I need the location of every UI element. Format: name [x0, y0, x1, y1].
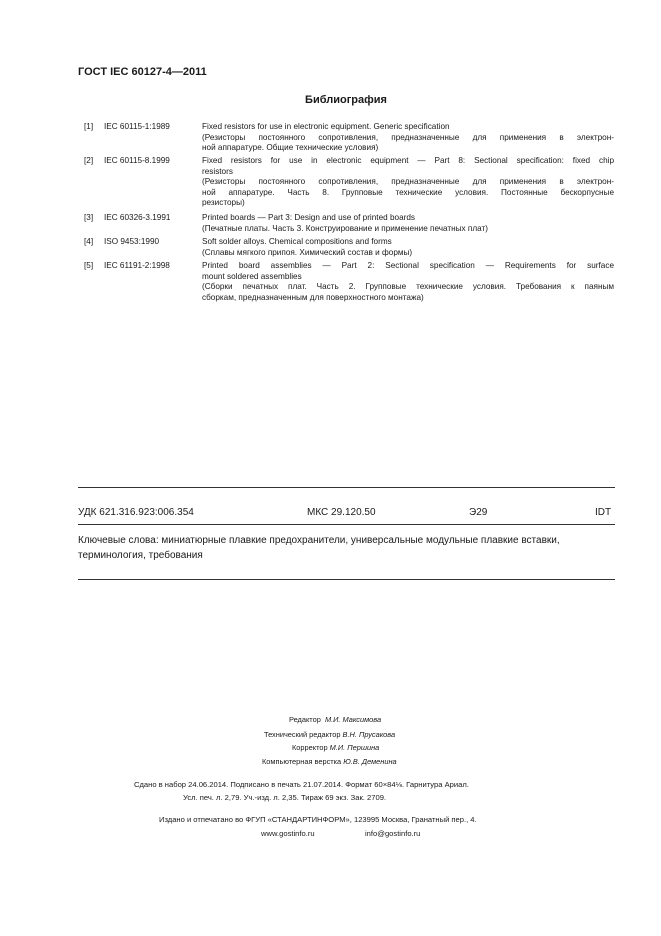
bibliography-item	[84, 261, 614, 305]
keywords-line: терминология, требования	[78, 550, 203, 561]
bibliography-item	[84, 213, 614, 235]
credit-name: М.И. Першина	[329, 743, 380, 752]
item-line: resistors	[202, 166, 233, 176]
item-line: (Печатные платы. Часть 3. Конструирование и применение печатных плат)	[202, 223, 488, 233]
item-text	[202, 122, 614, 154]
imprint-line-2: Усл. печ. л. 2,79. Уч.-изд. л. 2,35. Тираж 69 экз. Зак. 2709.	[183, 793, 387, 802]
credit-proofreader	[292, 743, 379, 752]
imprint-website: www.gostinfo.ru	[261, 829, 315, 838]
credit-role: Компьютерная верстка	[262, 757, 342, 766]
credit-role: Редактор	[289, 715, 321, 724]
idt-label: IDT	[595, 507, 612, 518]
item-line: сборкам, предназначенным для поверхностного монтажа)	[202, 292, 424, 302]
item-number: [4]	[84, 237, 94, 246]
credit-name: В.Н. Прусакова	[342, 730, 396, 739]
keywords	[78, 533, 615, 563]
credit-role: Технический редактор	[264, 730, 341, 739]
item-number: [2]	[84, 156, 94, 165]
item-line: резисторы)	[202, 198, 245, 208]
item-text	[202, 156, 614, 209]
item-text	[202, 213, 614, 234]
item-line: ной аппаратуре. Часть 8. Групповые технические условия. Постоянные бескорпусные	[202, 187, 614, 197]
classifier-code: Э29	[469, 507, 488, 518]
imprint-email: info@gostinfo.ru	[365, 829, 421, 838]
item-line: Fixed resistors for use in electronic equipment. Generic specification	[202, 122, 450, 131]
credit-tech-editor	[264, 730, 395, 739]
divider-middle	[78, 524, 615, 525]
divider-top	[78, 487, 615, 488]
item-text	[202, 237, 614, 258]
item-number: [3]	[84, 213, 94, 222]
bibliography-item	[84, 237, 614, 259]
credit-role: Корректор	[292, 743, 328, 752]
bibliography-item	[84, 156, 614, 210]
credit-editor	[289, 715, 381, 724]
item-line: Printed board assemblies — Part 2: Sectional specification — Requirements for surface	[202, 261, 614, 270]
item-line: mount soldered assemblies	[202, 271, 302, 281]
item-line: ной аппаратуре. Общие технические условия)	[202, 143, 379, 153]
item-standard: IEC 61191-2:1998	[104, 261, 170, 270]
item-standard: IEC 60326-3.1991	[104, 213, 171, 222]
item-number: [1]	[84, 122, 94, 131]
keywords-line: Ключевые слова: миниатюрные плавкие предохранители, универсальные модульные плавкие вставки,	[78, 535, 560, 546]
item-line: Soft solder alloys. Chemical compositions and forms	[202, 237, 392, 246]
bibliography-item	[84, 122, 614, 154]
item-line: Fixed resistors for use in electronic equipment — Part 8: Sectional specification: fixed chip	[202, 156, 614, 165]
item-standard: IEC 60115-1:1989	[104, 122, 170, 131]
item-line: (Резисторы постоянного сопротивления, предназначенные для применения в электрон-	[202, 132, 614, 142]
imprint-line-1: Сдано в набор 24.06.2014. Подписано в печать 21.07.2014. Формат 60×84⅛. Гарнитура Ариал.	[134, 780, 469, 789]
document-code: ГОСТ IEC 60127-4—2011	[78, 66, 207, 78]
item-line: (Сборки печатных плат. Часть 2. Групповые технические условия. Требования к паяным	[202, 282, 614, 292]
bibliography-title: Библиография	[305, 94, 387, 106]
item-number: [5]	[84, 261, 94, 270]
credit-layout	[262, 757, 397, 766]
imprint-publisher: Издано и отпечатано во ФГУП «СТАНДАРТИНФОРМ», 123995 Москва, Гранатный пер., 4.	[159, 815, 477, 824]
udk-code: УДК 621.316.923:006.354	[78, 507, 194, 518]
credit-name: Ю.В. Деменина	[343, 757, 397, 766]
mks-code: МКС 29.120.50	[307, 507, 376, 518]
item-line: Printed boards — Part 3: Design and use of printed boards	[202, 213, 415, 222]
item-line: (Сплавы мягкого припоя. Химический состав и формы)	[202, 247, 413, 257]
item-standard: IEC 60115-8.1999	[104, 156, 170, 165]
item-text	[202, 261, 614, 303]
credit-name: М.И. Максимова	[324, 715, 382, 724]
divider-bottom	[78, 579, 615, 580]
item-line: (Резисторы постоянного сопротивления, предназначенные для применения в электрон-	[202, 177, 614, 187]
item-standard: ISO 9453:1990	[104, 237, 160, 246]
